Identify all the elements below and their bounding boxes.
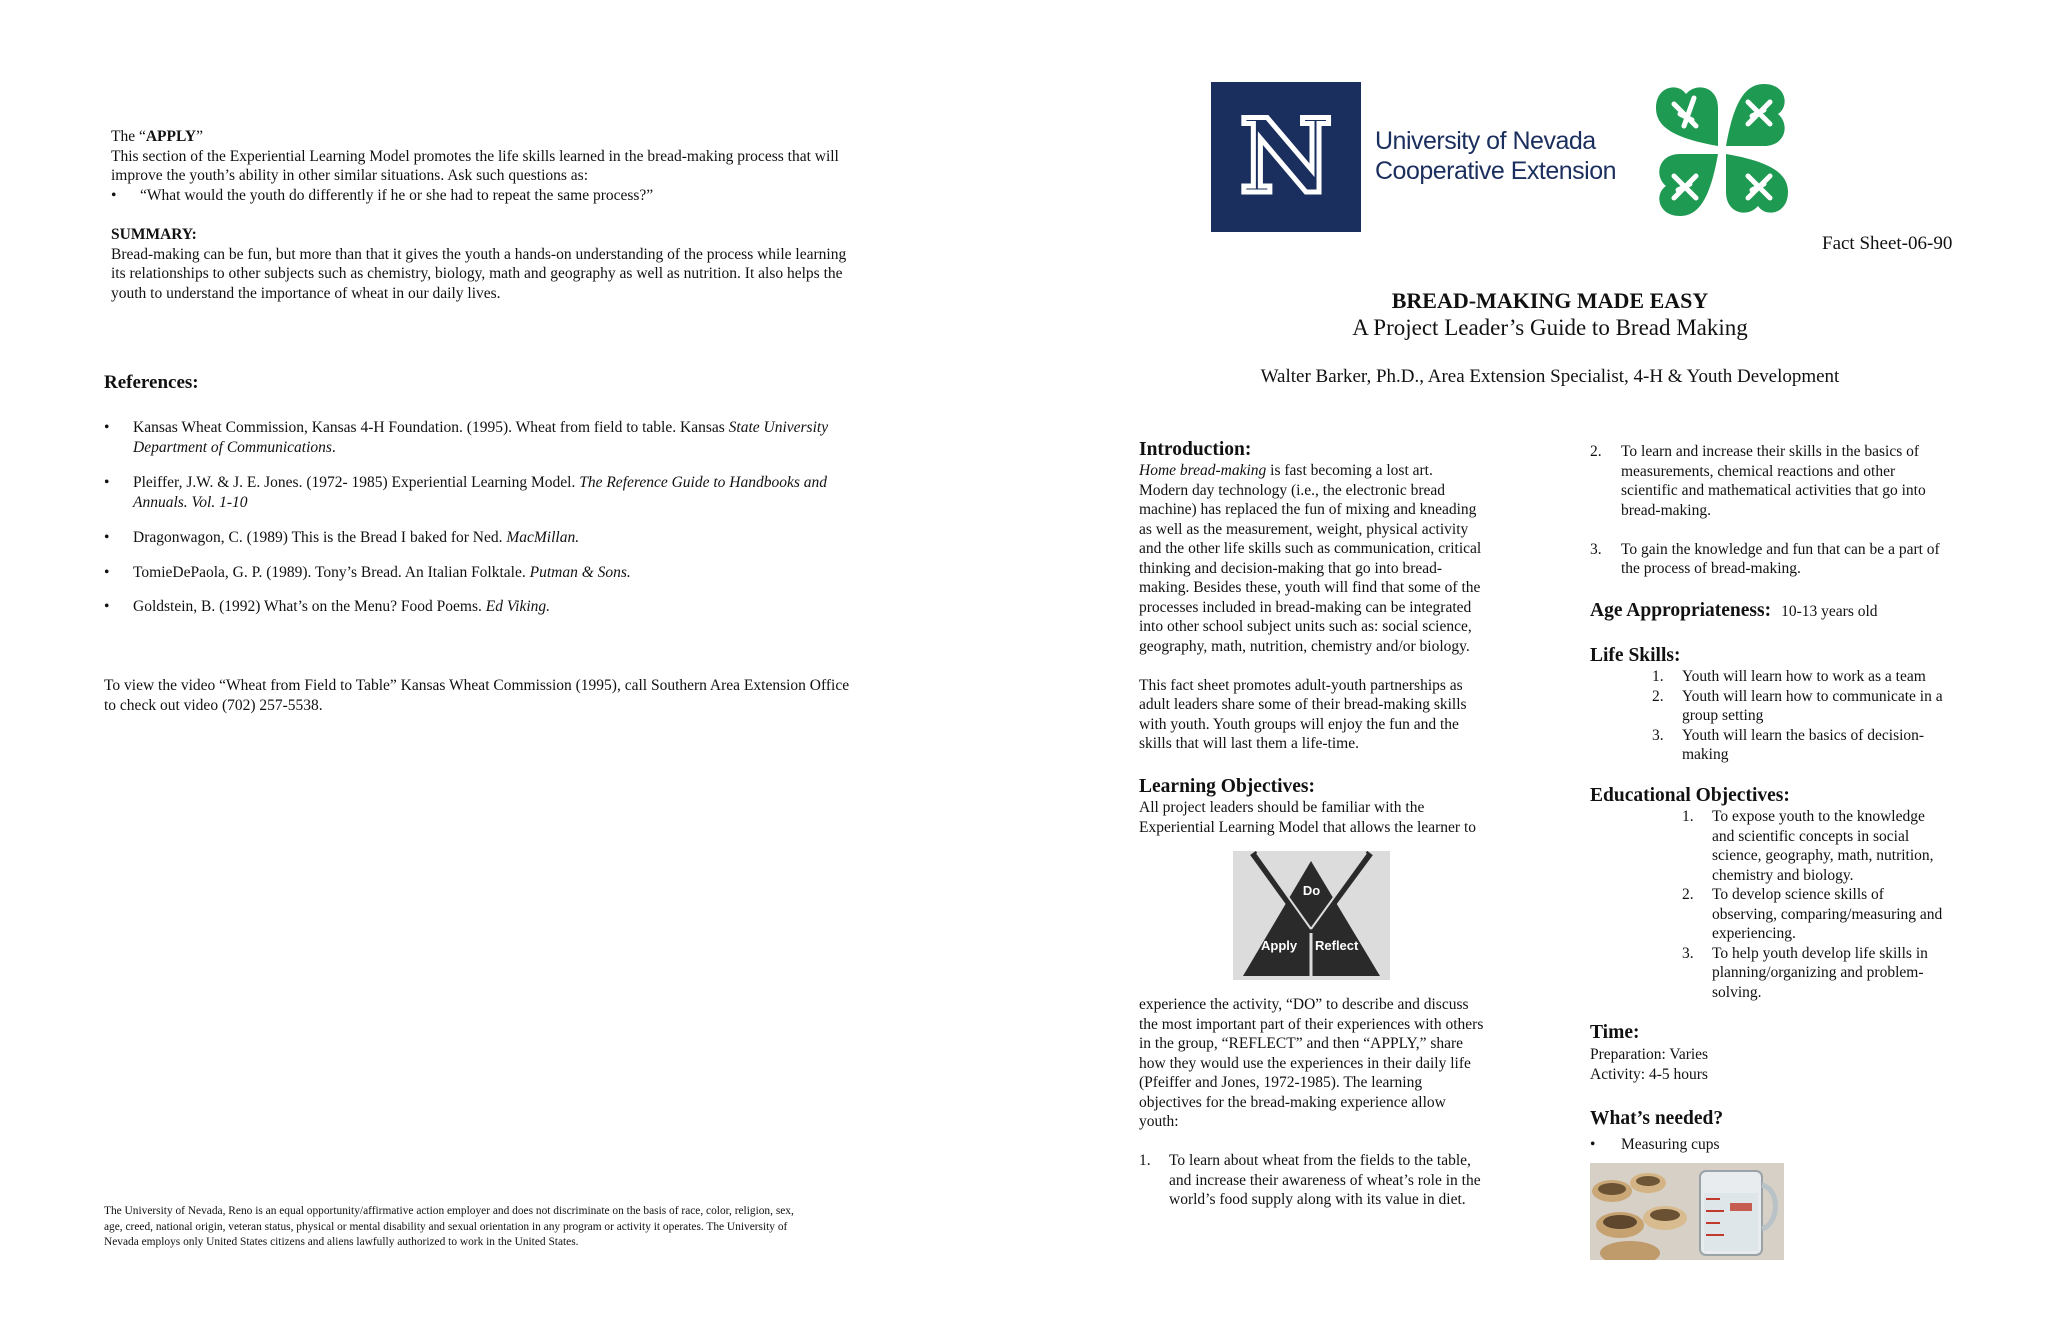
fact-sheet-number: Fact Sheet-06-90 <box>1822 233 1953 254</box>
time-section <box>1590 1021 1990 1084</box>
reference-item: • Kansas Wheat Commission, Kansas 4-H Foundation. (1995). Wheat from field to table. Kansas State University Department of Communications. <box>104 419 829 456</box>
activity-time: Activity: 4-5 hours <box>1590 1065 1708 1083</box>
intro-line: Home bread-making is fast becoming a lost art. <box>1139 462 1433 479</box>
logo-text: University of Nevada Cooperative Extension <box>1375 127 1617 185</box>
university-logo <box>1211 82 1361 232</box>
introduction-heading: Introduction: <box>1139 439 1252 460</box>
objective-item: 2. To learn and increase their skills in the basics of measurements, chemical reactions and other scientific and mathematical activities that go into bread-making. <box>1590 443 1926 519</box>
life-skills-section <box>1590 645 1990 765</box>
reference-item: • TomieDePaola, G. P. (1989). Tony’s Bread. An Italian Folktale. Putman & Sons. <box>104 563 631 581</box>
learning-objectives-text: experience the activity, “DO” to describe and discuss the most important part of their experiences with others in the group, “REFLECT” and then “APPLY,” share how they would use the experiences in their daily life (Pfeiffer and Jones, 1972-1985). The learning objectives for the bread-making experience allow youth: 1. To learn about wheat from the fields to the table, and increase their awareness of wheat’s role in the world’s food supply along with its value in diet. <box>1139 995 1539 1210</box>
educational-objective-item: 2. To develop science skills of observing, comparing/measuring and experiencing. <box>1682 886 1943 942</box>
educational-objectives-heading: Educational Objectives: <box>1590 785 1790 806</box>
needed-item: • Measuring cups <box>1590 1136 1720 1153</box>
objective-item: 1. To learn about wheat from the fields to the table, and increase their awareness of wheat’s role in the world’s food supply along with its value in diet. <box>1139 1152 1481 1208</box>
educational-objective-item: 3. To help youth develop life skills in planning/organizing and problem- solving. <box>1682 944 1928 1001</box>
references-heading: References: <box>104 372 199 393</box>
apply-bullet: • “What would the youth do differently if he or she had to repeat the same process?” <box>111 186 654 204</box>
bullet-icon: • <box>104 598 110 615</box>
preparation-time: Preparation: Varies <box>1590 1046 1709 1063</box>
footer-disclaimer: The University of Nevada, Reno is an equal opportunity/affirmative action employer and does not discriminate on the basis of race, color, religion, sex, age, creed, national origin, veteran status, physical or mental disability and sexual orientation in any program or activity it operates. The University of Nevada employs only United States citizens and aliens lawfully authorized to work in the United States. <box>104 1205 794 1248</box>
bullet-icon: • <box>104 474 110 491</box>
objective-item: 3. To gain the knowledge and fun that can be a part of the process of bread-making. <box>1590 540 1940 577</box>
apply-text-line: improve the youth’s ability in other similar situations. Ask such questions as: <box>111 167 589 184</box>
age-heading: Age Appropriateness: <box>1590 600 1772 621</box>
age-value: 10-13 years old <box>1781 603 1878 620</box>
experiential-learning-diagram <box>1233 851 1390 980</box>
bullet-icon: • <box>104 563 110 581</box>
summary-heading: SUMMARY: <box>111 226 197 243</box>
bullet-icon: • <box>1590 1136 1596 1153</box>
reference-item: • Dragonwagon, C. (1989) This is the Bread I baked for Ned. MacMillan. <box>104 529 580 546</box>
diagram-label-reflect: Reflect <box>1315 938 1359 953</box>
bullet-icon: • <box>111 186 117 204</box>
introduction-section: Introduction: Home bread-making is fast becoming a lost art. Modern day technology (i.e., the electronic bread machine) has replaced the fun of mixing and kneading as well as the measurement, weight, physical activity and the other life skills such as communication, critical thinking and decision-making that go into bread- making. Besides these, youth will find that some of the processes included in bread-making can be integrated into other school subject units such as: social science, geography, math, nutrition, chemistry and/or biology. This fact sheet promotes adult-youth partnerships as adult leaders share some of their bread-making skills with youth. Youth groups will enjoy the fun and the skills that will last them a life-time. <box>1139 438 1539 754</box>
apply-section <box>111 127 931 205</box>
apply-heading: The “APPLY” <box>111 128 203 145</box>
document-title: BREAD-MAKING MADE EASY <box>1391 288 1709 313</box>
reference-item: • Pleiffer, J.W. & J. E. Jones. (1972- 1985) Experiential Learning Model. The Reference Guide to Handbooks and Annuals. Vol. 1-10 <box>104 474 828 511</box>
educational-objective-item: 1. To expose youth to the knowledge and scientific concepts in social science, geography, math, nutrition, chemistry and biology. <box>1682 808 1934 884</box>
learning-objectives-section: Learning Objectives: All project leaders should be familiar with the Experiential Learning Model that allows the learner to <box>1139 775 1539 837</box>
whats-needed-heading: What’s needed? <box>1590 1108 1724 1129</box>
author-line: Walter Barker, Ph.D., Area Extension Specialist, 4-H & Youth Development <box>1260 366 1840 387</box>
reference-item: • Goldstein, B. (1992) What’s on the Menu? Food Poems. Ed Viking. <box>104 598 551 615</box>
life-skill-item: 3. Youth will learn the basics of decision- making <box>1652 726 1925 763</box>
four-h-clover-icon <box>1652 80 1792 220</box>
bullet-icon: • <box>104 529 110 546</box>
summary-text-line: its relationships to other subjects such as chemistry, biology, math and geography as well as nutrition. It also helps the <box>111 265 843 282</box>
apply-text-line: This section of the Experiential Learning Model promotes the life skills learned in the bread-making process that will <box>111 147 839 165</box>
logo-letter: N <box>1239 97 1333 217</box>
life-skill-item: 1. Youth will learn how to work as a team <box>1652 668 1926 685</box>
diagram-label-apply: Apply <box>1261 938 1298 953</box>
summary-text-line: Bread-making can be fun, but more than that it gives the youth a hands-on understanding of the process while learning <box>111 245 847 263</box>
measuring-cups-image <box>1590 1163 1784 1260</box>
document-subtitle: A Project Leader’s Guide to Bread Making <box>1352 315 1748 340</box>
references-list <box>104 418 944 617</box>
life-skill-item: 2. Youth will learn how to communicate in a group setting <box>1652 687 1943 724</box>
summary-section <box>111 225 931 303</box>
video-note: To view the video “Wheat from Field to Table” Kansas Wheat Commission (1995), call Southern Area Extension Office to check out video (702) 257-5538. <box>104 677 850 714</box>
life-skills-heading: Life Skills: <box>1590 645 1681 666</box>
bullet-icon: • <box>104 419 110 436</box>
diagram-label-do: Do <box>1302 883 1321 898</box>
summary-text-line: youth to understand the importance of wheat in our daily lives. <box>111 284 501 302</box>
objectives-continued <box>1590 442 1990 579</box>
whats-needed-section <box>1590 1107 1990 1155</box>
age-appropriateness <box>1590 599 1990 624</box>
time-heading: Time: <box>1590 1022 1640 1043</box>
educational-objectives-section <box>1590 784 1990 1002</box>
learning-objectives-heading: Learning Objectives: <box>1139 776 1316 797</box>
